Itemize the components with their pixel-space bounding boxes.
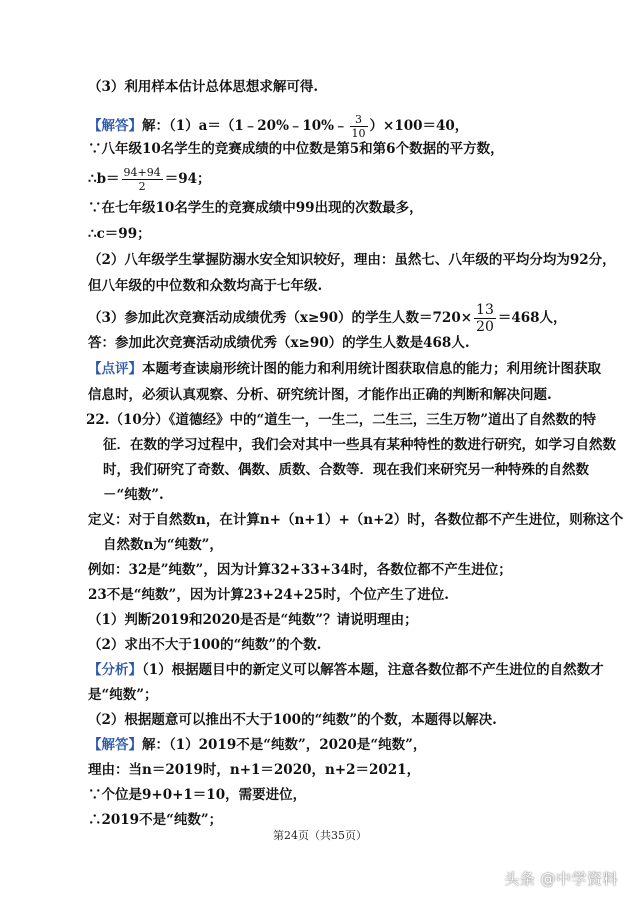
text-line: 征．在数的学习过程中，我们会对其中一些具有某种特性的数进行研究，如学习自然数	[103, 437, 616, 453]
text-line	[88, 360, 601, 378]
watermark: 头条 @中学资料	[504, 870, 618, 888]
analysis-text: （1）根据题目中的新定义可以解答本题，注意各数位都不产生进位的自然数才	[142, 662, 604, 678]
text-line: 自然数n为“纯数”，	[103, 537, 223, 553]
text-line: （2）八年级学生掌握防溺水安全知识较好，理由：虽然七、八年级的平均分均为92分，	[88, 252, 616, 268]
text-line: ∴2019不是“纯数”；	[88, 812, 223, 828]
equation-text: ∴b＝	[88, 171, 120, 187]
page-footer: 第24页（共35页）	[273, 829, 367, 842]
text-line	[88, 661, 604, 679]
equation-text: （3）参加此次竞赛活动成绩优秀（x≥90）的学生人数＝720×	[88, 310, 473, 326]
review-tag: 【点评】	[88, 361, 142, 377]
text-line	[88, 736, 426, 754]
text-line: ∵在七年级10名学生的竞赛成绩中99出现的次数最多，	[88, 200, 423, 216]
text-line: 是“纯数”；	[88, 687, 158, 703]
text-line: 例如：32是”纯数”，因为计算32+33+34时，各数位都不产生进位；	[88, 562, 512, 578]
analysis-tag: 【分析】	[88, 662, 142, 678]
fraction: $\frac{3}{10}$	[351, 113, 366, 140]
equation-text: ）×100＝40，	[369, 118, 469, 134]
equation-text: ＝94；	[164, 171, 211, 187]
text-line: （1）判断2019和2020是否是“纯数”？请说明理由；	[88, 612, 418, 628]
text-line: ∴c＝99；	[88, 226, 151, 242]
text-line	[88, 167, 211, 192]
text-line: 理由：当n＝2019时，n+1＝2020，n+2＝2021，	[88, 762, 421, 778]
text-line: ∵八年级10名学生的竞赛成绩的中位数是第5和第6个数据的平方数，	[88, 141, 504, 157]
review-text: 本题考查读扇形统计图的能力和利用统计图获取信息的能力；利用统计图获取	[142, 361, 601, 377]
text-line: 时，我们研究了奇数、偶数、质数、合数等．现在我们来研究另一种特殊的自然数	[103, 462, 589, 478]
fraction: $\frac{13}{20}$	[476, 302, 494, 335]
answer-tag: 【解答】	[88, 118, 142, 134]
answer-tag: 【解答】	[88, 737, 142, 753]
text-line: （2）求出不大于100的“纯数”的个数.	[88, 637, 322, 653]
text-line: ∵个位是9+0+1＝10，需要进位，	[88, 787, 307, 803]
text-line: 但八年级的中位数和众数均高于七年级.	[88, 278, 323, 294]
text-line	[88, 303, 567, 334]
text-line: 信息时，必须认真观察、分析、研究统计图，才能作出正确的判断和解决问题.	[88, 387, 552, 403]
equation-text: ＝468人，	[497, 310, 567, 326]
text-line: 23不是“纯数”，因为计算23+24+25时，个位产生了进位.	[88, 587, 449, 603]
text-line: （2）根据题意可以推出不大于100的“纯数”的个数，本题得以解决.	[88, 712, 497, 728]
text-line: 答：参加此次竞赛活动成绩优秀（x≥90）的学生人数是468人.	[88, 335, 470, 351]
equation-text: 解：（1）a＝（1﹣20%﹣10%﹣	[142, 118, 348, 134]
text-line: （3）利用样本估计总体思想求解可得.	[88, 79, 319, 95]
text-line	[88, 114, 468, 139]
fraction: $\frac{94+94}{2}$	[123, 166, 161, 193]
text-line: 定义：对于自然数n，在计算n+（n+1）+（n+2）时，各数位都不产生进位，则称这个	[88, 512, 624, 528]
text-line: －“纯数”.	[103, 487, 164, 503]
answer-text: 解：（1）2019不是“纯数”，2020是“纯数”，	[142, 737, 427, 753]
question-heading: 22.（10分）《道德经》中的“道生一，一生二，二生三，三生万物”道出了自然数的特	[86, 412, 597, 428]
